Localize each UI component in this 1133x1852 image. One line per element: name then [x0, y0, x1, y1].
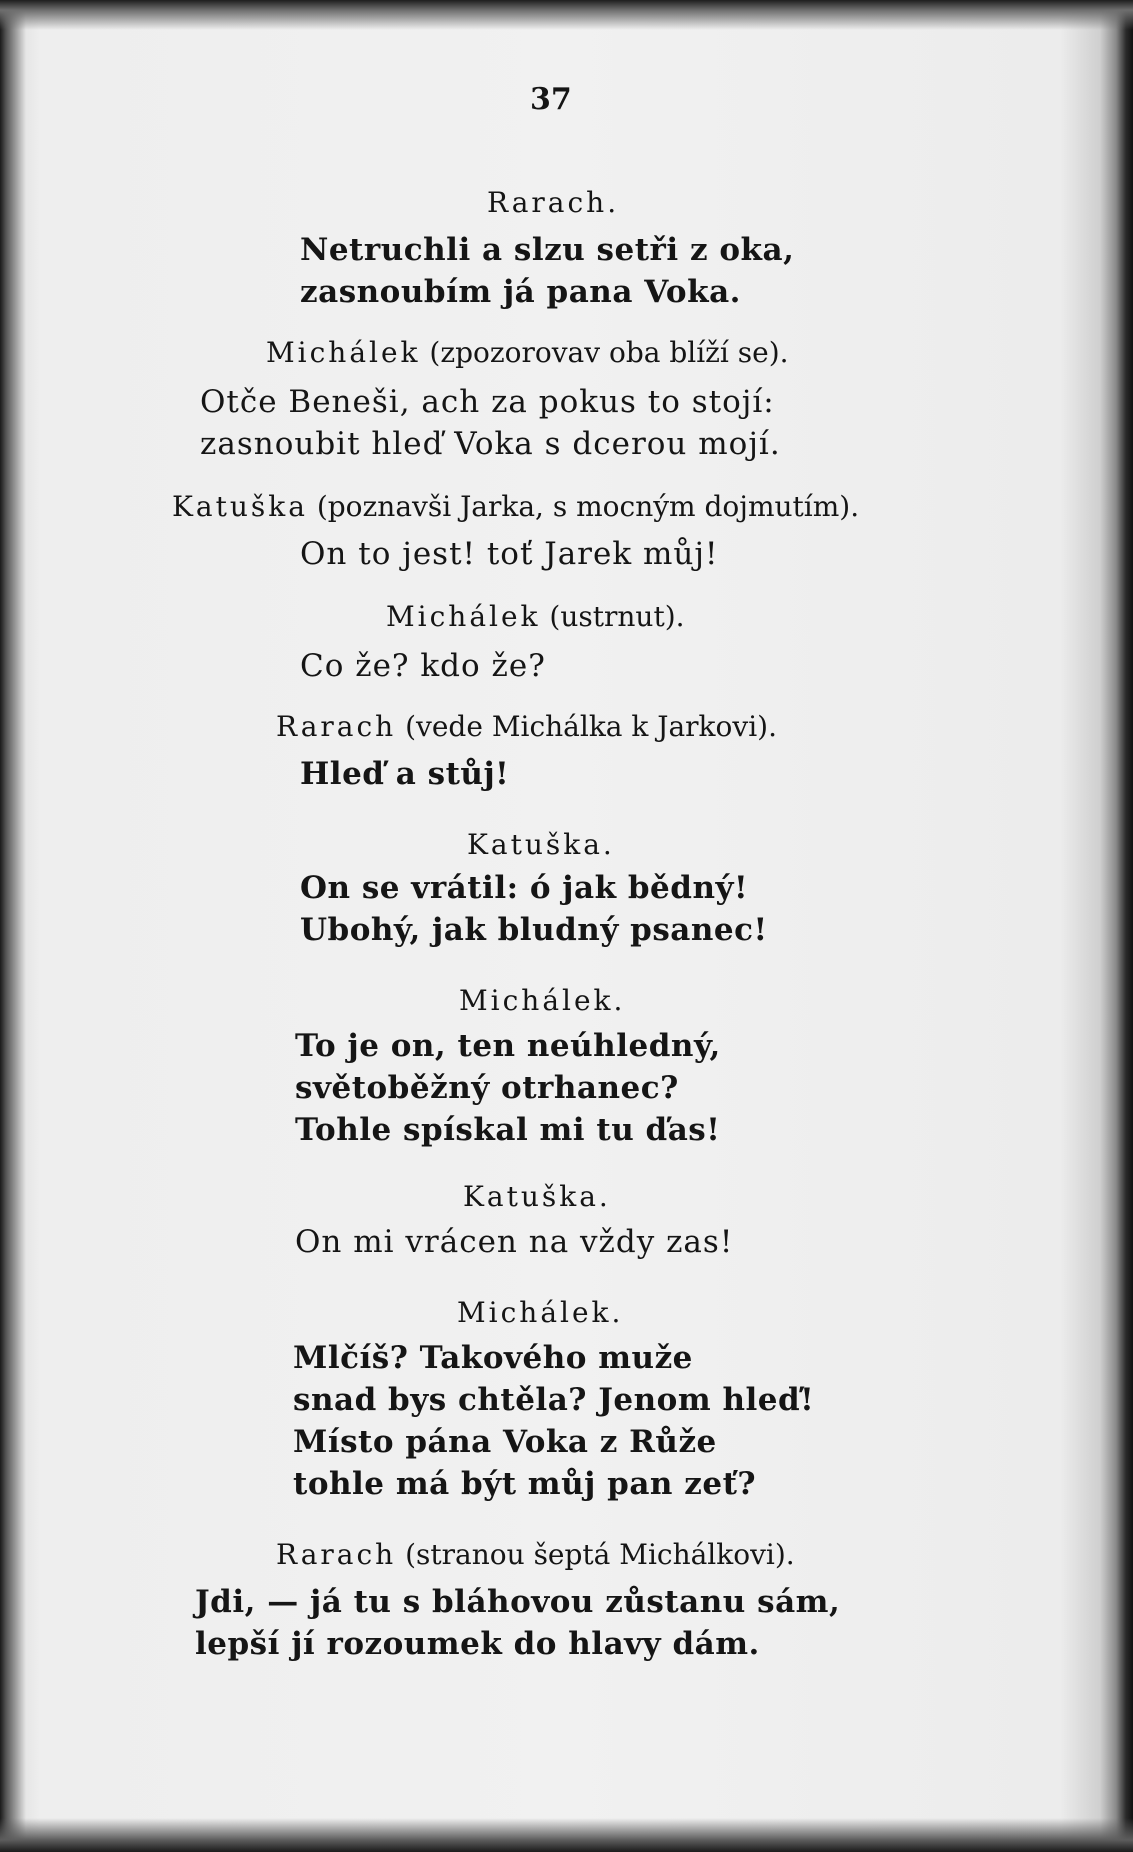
- verse-line: snad bys chtěla? Jenom hleď!: [293, 1382, 815, 1418]
- speaker-line: [459, 984, 625, 1017]
- verse-line: zasnoubím já pana Voka.: [300, 274, 741, 310]
- speaker-name: Katuška.: [467, 828, 615, 861]
- verse-line: On mi vrácen na vždy zas!: [295, 1224, 734, 1260]
- verse-line: On to jest! toť Jarek můj!: [300, 536, 719, 572]
- stage-direction: (zpozorovav oba blíží se).: [420, 336, 789, 369]
- stage-direction: (ustrnut).: [540, 600, 685, 633]
- verse-line: Jdi, — já tu s bláhovou zůstanu sám,: [195, 1584, 841, 1620]
- speaker-name: Rarach: [276, 1538, 397, 1571]
- verse-line: To je on, ten neúhledný,: [295, 1028, 721, 1064]
- verse-line: Místo pána Voka z Růže: [293, 1424, 717, 1460]
- verse-line: Otče Beneši, ach za pokus to stojí:: [200, 384, 775, 420]
- speaker-line: [172, 490, 859, 523]
- speaker-name: Michálek.: [457, 1296, 624, 1329]
- speaker-name: Michálek.: [459, 984, 626, 1017]
- verse-line: Co že? kdo že?: [300, 648, 546, 684]
- speaker-name: Rarach.: [487, 186, 620, 219]
- verse-line: tohle má být můj pan zeť?: [293, 1466, 757, 1502]
- speaker-line: [386, 600, 685, 633]
- verse-line: Hleď a stůj!: [300, 756, 510, 792]
- verse-line: zasnoubit hleď Voka s dcerou mojí.: [200, 426, 781, 462]
- stage-direction: (poznavši Jarka, s mocným dojmutím).: [307, 490, 860, 523]
- speaker-line: [457, 1296, 623, 1329]
- verse-line: Tohle spískal mi tu ďas!: [295, 1112, 721, 1148]
- speaker-line: [276, 1538, 795, 1571]
- speaker-name: Rarach: [276, 710, 397, 743]
- speaker-line: [276, 710, 777, 743]
- verse-line: On se vrátil: ó jak bědný!: [300, 870, 749, 906]
- page-number: 37: [530, 82, 572, 117]
- stage-direction: (vede Michálka k Jarkovi).: [396, 710, 777, 743]
- verse-line: lepší jí rozoumek do hlavy dám.: [195, 1626, 760, 1662]
- speaker-name: Katuška: [172, 490, 308, 523]
- verse-line: Netruchli a slzu setři z oka,: [300, 232, 795, 268]
- speaker-name: Michálek: [266, 336, 421, 369]
- speaker-name: Michálek: [386, 600, 541, 633]
- stage-direction: (stranou šeptá Michálkovi).: [396, 1538, 795, 1571]
- speaker-line: [487, 186, 619, 219]
- verse-line: Mlčíš? Takového muže: [293, 1340, 693, 1376]
- speaker-line: [463, 1180, 611, 1213]
- verse-line: Ubohý, jak bludný psanec!: [300, 912, 768, 948]
- speaker-line: [266, 336, 789, 369]
- speaker-line: [467, 828, 615, 861]
- speaker-name: Katuška.: [463, 1180, 611, 1213]
- verse-line: světoběžný otrhanec?: [295, 1070, 679, 1106]
